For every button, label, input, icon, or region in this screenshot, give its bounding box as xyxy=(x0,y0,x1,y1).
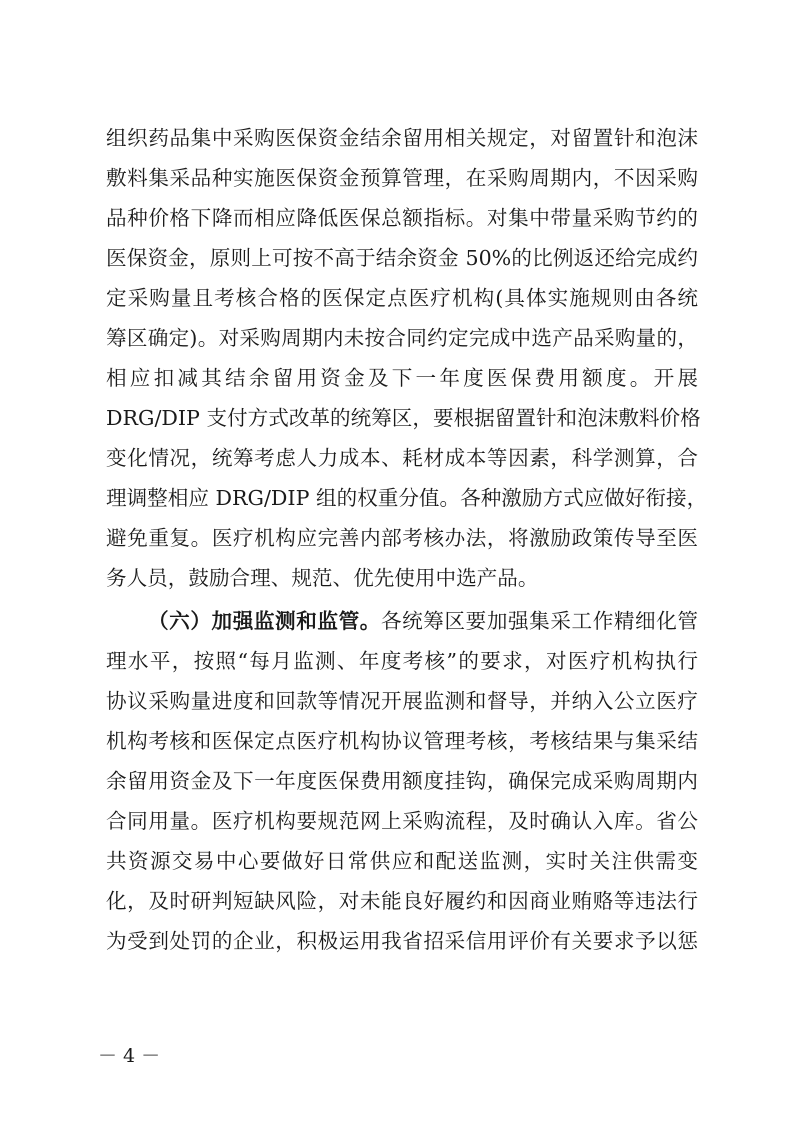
section-heading: （六）加强监测和监管。 xyxy=(148,609,381,633)
body-text-line: 化，及时研判短缺风险，对未能良好履约和因商业贿赂等违法行 xyxy=(106,889,698,913)
body-text-line: 定采购量且考核合格的医保定点医疗机构(具体实施规则由各统 xyxy=(106,286,698,310)
body-text-line: 组织药品集中采购医保资金结余留用相关规定，对留置针和泡沫 xyxy=(106,126,698,150)
body-text-line: 医保资金，原则上可按不高于结余资金 50%的比例返还给完成约 xyxy=(106,246,698,270)
body-text-line: 变化情况，统筹考虑人力成本、耗材成本等因素，科学测算，合 xyxy=(106,446,698,470)
section-first-line xyxy=(148,601,698,641)
body-text-line: 品种价格下降而相应降低医保总额指标。对集中带量采购节约的 xyxy=(106,206,698,230)
section-first-line-text: 各统筹区要加强集采工作精细化管 xyxy=(380,609,698,633)
body-text-line: 理调整相应 DRG/DIP 组的权重分值。各种激励方式应做好衔接， xyxy=(106,486,708,510)
body-text-line: 筹区确定)。对采购周期内未按合同约定完成中选产品采购量的， xyxy=(106,326,698,350)
body-text-line: 理水平，按照“每月监测、年度考核”的要求，对医疗机构执行 xyxy=(106,649,698,673)
body-text-line: 协议采购量进度和回款等情况开展监测和督导，并纳入公立医疗 xyxy=(106,689,698,713)
page-number: － 4 － xyxy=(98,1045,161,1067)
body-text-line: 合同用量。医疗机构要规范网上采购流程，及时确认入库。省公 xyxy=(106,809,698,833)
body-text-line: 共资源交易中心要做好日常供应和配送监测，实时关注供需变 xyxy=(106,849,698,873)
body-text-line: 务人员，鼓励合理、规范、优先使用中选产品。 xyxy=(106,566,539,590)
body-text-line: 余留用资金及下一年度医保费用额度挂钩，确保完成采购周期内 xyxy=(106,769,698,793)
body-text-line: 避免重复。医疗机构应完善内部考核办法，将激励政策传导至医 xyxy=(106,526,698,550)
body-text-line: 机构考核和医保定点医疗机构协议管理考核，考核结果与集采结 xyxy=(106,729,698,753)
body-text-line: 为受到处罚的企业，积极运用我省招采信用评价有关要求予以惩 xyxy=(106,929,698,953)
body-text-line: 相应扣减其结余留用资金及下一年度医保费用额度。开展 xyxy=(106,366,698,390)
body-text-line: DRG/DIP 支付方式改革的统筹区，要根据留置针和泡沫敷料价格 xyxy=(106,406,701,430)
body-text-line: 敷料集采品种实施医保资金预算管理，在采购周期内，不因采购 xyxy=(106,166,698,190)
